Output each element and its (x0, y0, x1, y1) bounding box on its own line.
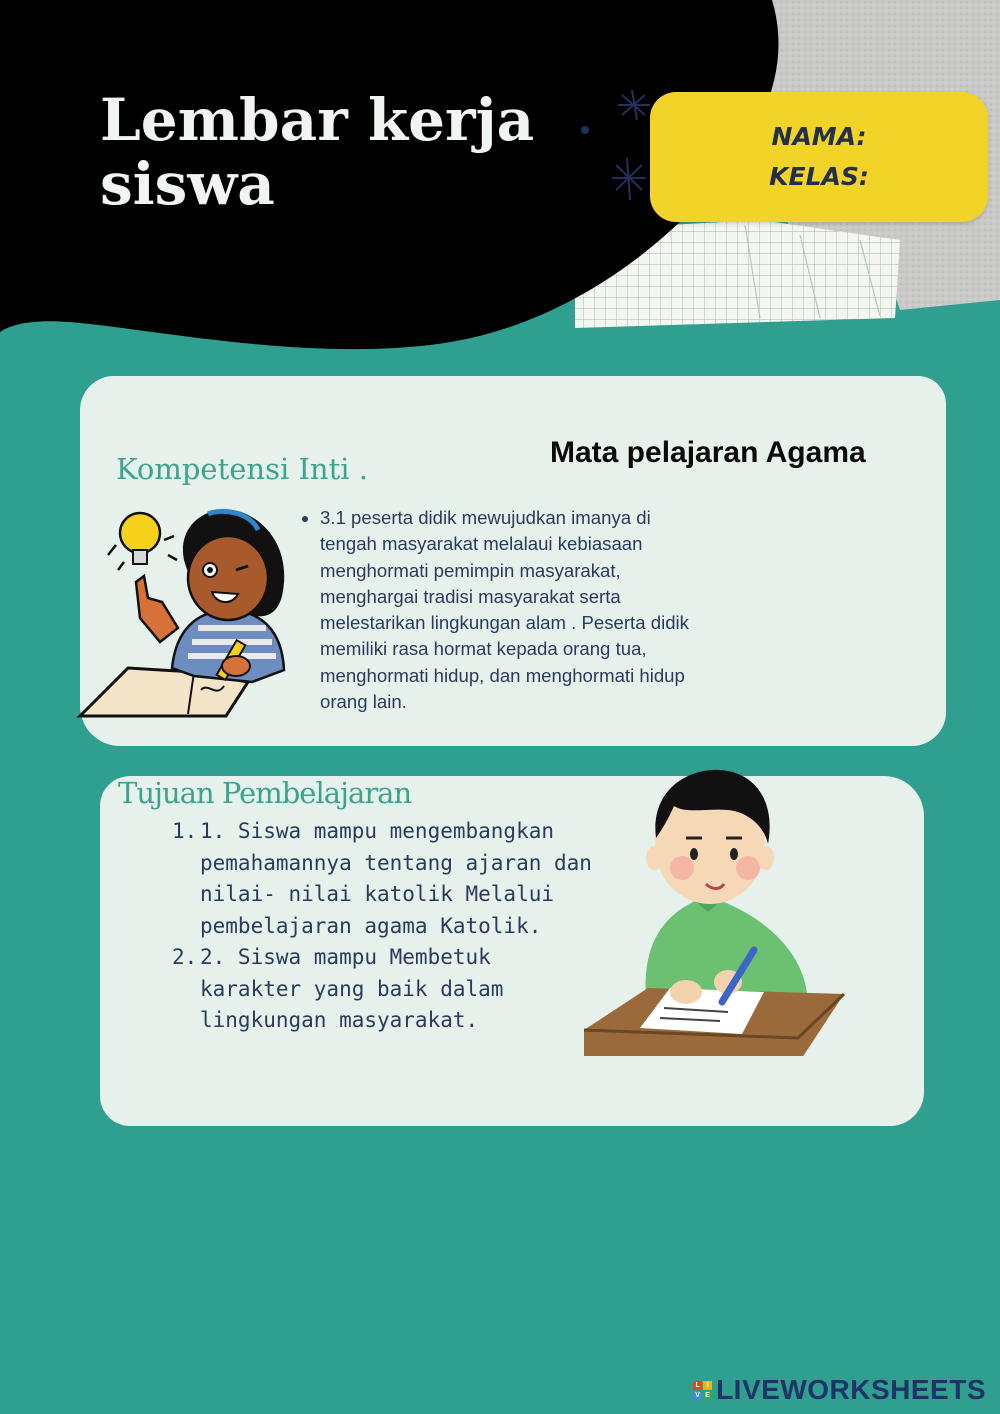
logo-letter: E (703, 1391, 712, 1400)
list-item (172, 942, 592, 1037)
brand-name: LIVEWORKSHEETS (716, 1374, 986, 1405)
list-item: • 3.1 peserta didik mewujudkan imanya di tengah masyarakat melalaui kebiasaan menghormati pemimpin masyarakat, menghargai tradisi masyarakat serta melestarikan lingkungan alam . Peserta didik memiliki rasa hormat kepada orang tua, menghormati hidup, dan menghormati hidup orang lain. (320, 505, 690, 715)
tujuan-heading: Tujuan Pembelajaran (118, 776, 412, 810)
title-line-1: Lembar kerja (100, 86, 535, 154)
list-number: 1. (172, 819, 198, 843)
list-text: 1. Siswa mampu mengembangkan pemahamannya tentang ajaran dan nilai- nilai katolik Melalui pembelajaran agama Katolik. (200, 819, 592, 938)
logo-letter: I (703, 1381, 712, 1390)
subject-title: Mata pelajaran Agama (550, 436, 866, 469)
kompetensi-heading: Kompetensi Inti . (116, 452, 368, 486)
logo-letter: V (693, 1391, 702, 1400)
list-item (172, 816, 592, 942)
list-number: 2. (172, 945, 198, 969)
footer-brand (693, 1374, 986, 1406)
name-label: NAMA: (771, 122, 867, 151)
page-title (100, 88, 580, 216)
list-text: 2. Siswa mampu Membetuk karakter yang baik dalam lingkungan masyarakat. (200, 945, 504, 1032)
kompetensi-list (296, 505, 690, 715)
student-idea-illustration (76, 500, 296, 722)
tujuan-list (172, 816, 592, 1037)
logo-letter: L (693, 1381, 702, 1390)
student-writing-illustration (578, 766, 848, 1056)
identity-card (650, 92, 988, 222)
class-label: KELAS: (769, 162, 869, 191)
liveworksheets-logo-icon (693, 1381, 712, 1400)
title-line-2: siswa (100, 150, 275, 218)
